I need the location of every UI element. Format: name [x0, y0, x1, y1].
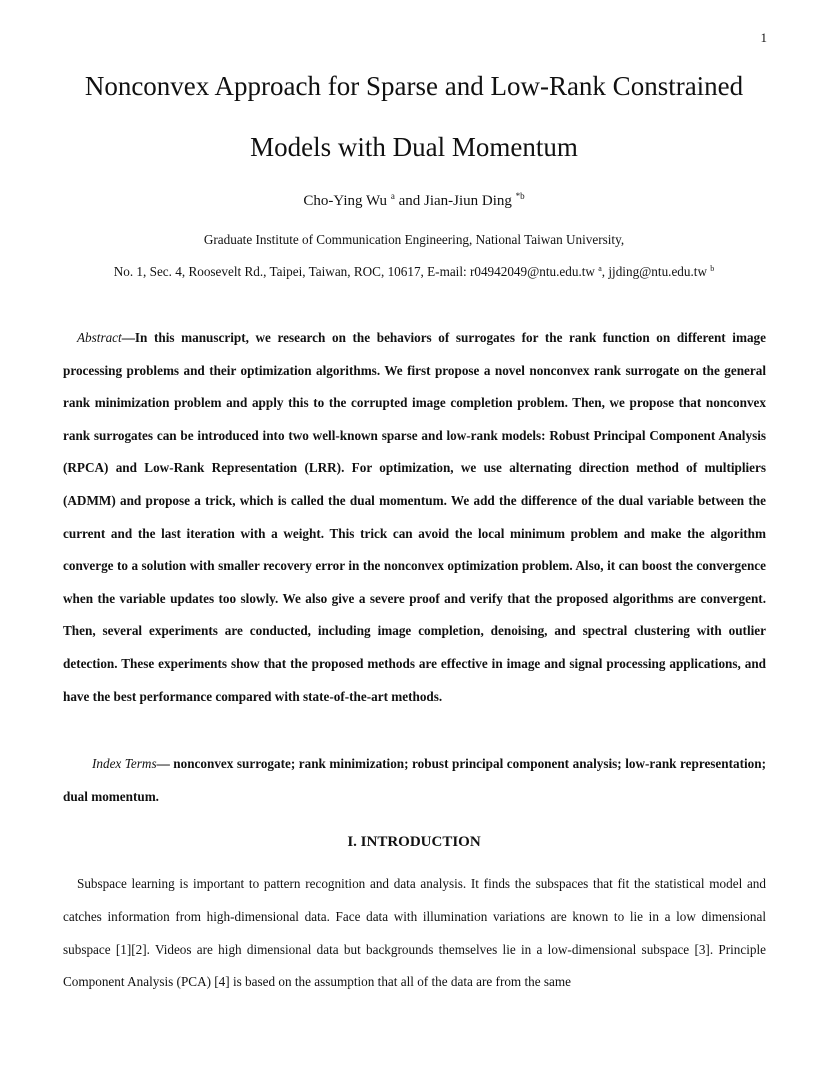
affiliation-address-email-1: No. 1, Sec. 4, Roosevelt Rd., Taipei, Taiwan, ROC, 10617, E-mail: r04942049@ntu.edu.tw: [113, 264, 595, 279]
section-heading-introduction: I. INTRODUCTION: [347, 834, 481, 850]
affiliation-email-2: , jjding@ntu.edu.tw: [601, 264, 707, 279]
email-2-mark: b: [710, 264, 715, 273]
affiliation-line-1: Graduate Institute of Communication Engineering, National Taiwan University,: [203, 232, 625, 247]
page-number: 1: [760, 30, 767, 45]
paper-title-line-1: Nonconvex Approach for Sparse and Low-Rank Constrained: [84, 71, 744, 101]
abstract: [63, 322, 766, 713]
author-2: Jian-Jiun Ding: [423, 193, 512, 209]
abstract-text: —In this manuscript, we research on the behaviors of surrogates for the rank function on different image processing problems and their optimization algorithms. We first propose a novel nonconvex rank surrogate on the general rank minimization problem and apply this to the corrupted image completion problem. Then, we propose that nonconvex rank surrogates can be introduced into two well-known sparse and low-rank models: Robust Principal Component Analysis (RPCA) and Low-Rank Representation (LRR). For optimization, we use alternating direction method of multipliers (ADMM) and propose a trick, which is called the dual momentum. We add the difference of the dual variable between the current and the last iteration with a weight. This trick can avoid the local minimum problem and make the algorithm converge to a solution with smaller recovery error in the nonconvex optimization problem. Also, it can boost the convergence when the variable updates too slowly. We also give a severe proof and verify that the proposed algorithms are convergent. Then, several experiments are conducted, including image completion, denoising, and spectral clustering with outlier detection. These experiments show that the proposed methods are effective in image and signal processing applications, and have the best performance compared with state-of-the-art methods.: [63, 330, 766, 704]
author-conjunction: and: [394, 193, 424, 209]
index-terms: [63, 747, 766, 813]
affiliation-line-2: [0, 264, 828, 280]
author-2-affiliation-mark: *b: [515, 191, 525, 201]
index-terms-text: — nonconvex surrogate; rank minimization; robust principal component analysis; low-rank representation; dual momentum.: [63, 756, 766, 804]
author-1-affiliation-mark: a: [390, 191, 395, 201]
author-list: [0, 193, 828, 210]
introduction-paragraph: [63, 868, 766, 999]
abstract-label: Abstract: [77, 330, 122, 345]
paper-title-line-2: Models with Dual Momentum: [250, 132, 578, 162]
index-terms-label: Index Terms: [92, 756, 157, 771]
email-1-mark: a: [598, 264, 602, 273]
author-1: Cho-Ying Wu: [303, 193, 388, 209]
introduction-text: Subspace learning is important to pattern recognition and data analysis. It finds the subspaces that fit the statistical model and catches information from high-dimensional data. Face data with illumination variations are known to lie in a low dimensional subspace [1][2]. Videos are high dimensional data but backgrounds themselves lie in a low-dimensional subspace [3]. Principle Component Analysis (PCA) [4] is based on the assumption that all of the data are from the same: [63, 876, 766, 990]
